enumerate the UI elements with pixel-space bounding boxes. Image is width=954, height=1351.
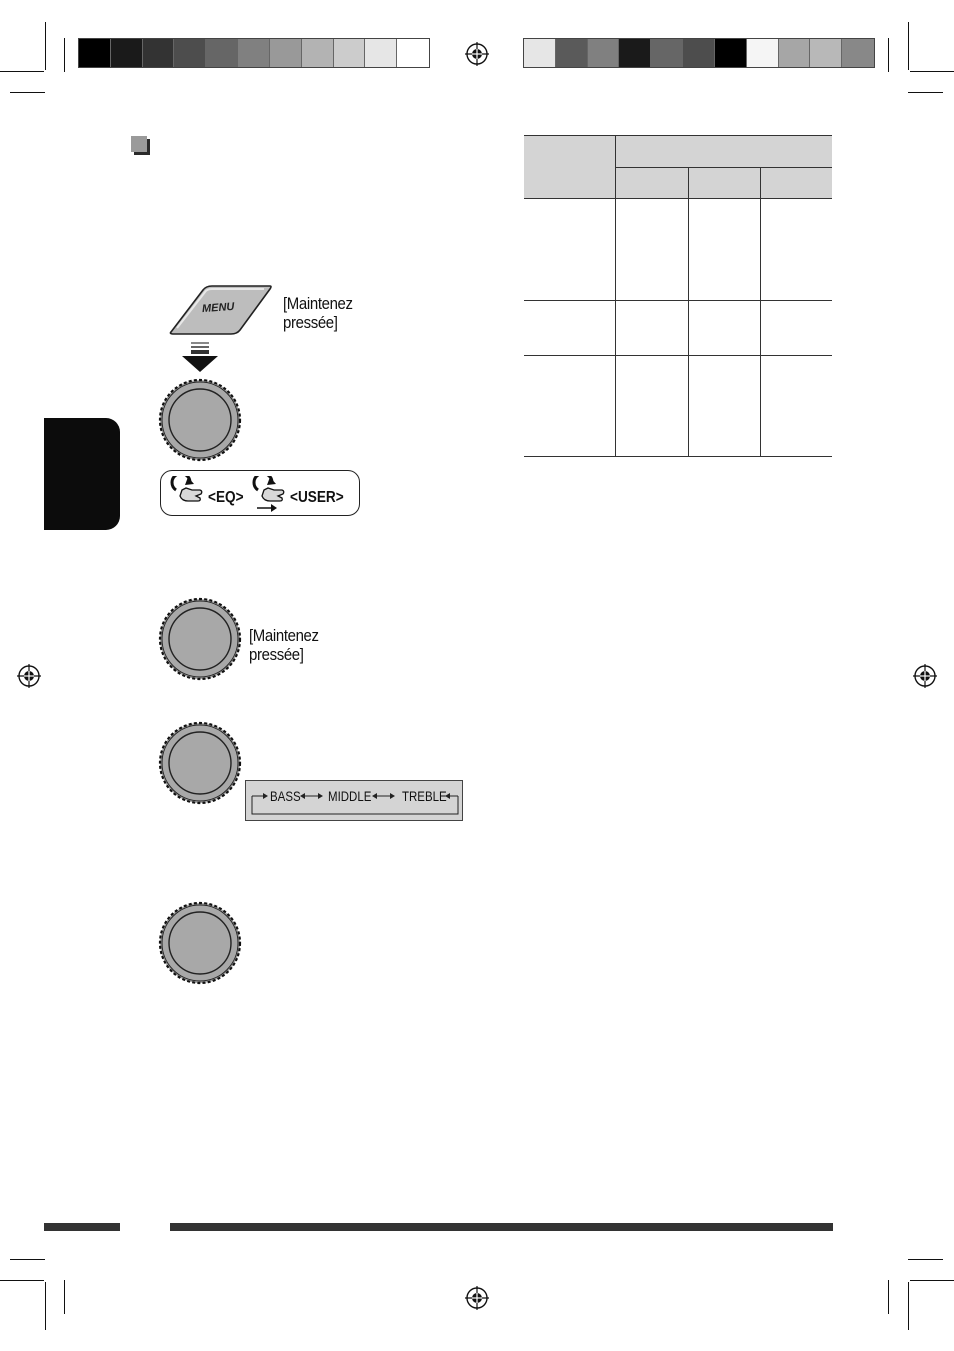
crop-mark	[888, 38, 889, 72]
section-bullet	[131, 136, 147, 152]
table-header-cell	[615, 168, 688, 199]
crop-mark	[10, 92, 45, 93]
table-cell	[524, 199, 615, 301]
table-cell	[760, 301, 832, 356]
down-arrow-icon	[180, 340, 220, 374]
color-swatch	[842, 39, 874, 67]
crop-mark	[10, 1259, 45, 1260]
crop-mark	[908, 22, 909, 70]
crosshair-registration-icon	[17, 664, 41, 688]
footer-rule-left	[44, 1223, 120, 1231]
color-calibration-bar-left	[78, 38, 430, 68]
tone-selection-box	[245, 780, 463, 821]
color-swatch	[270, 39, 302, 67]
color-swatch	[651, 39, 683, 67]
menu-hold-instruction-line1: [Maintenez	[283, 294, 353, 313]
color-swatch	[79, 39, 111, 67]
color-swatch	[524, 39, 556, 67]
table-header-cell	[524, 136, 615, 199]
crosshair-registration-icon	[465, 1286, 489, 1310]
control-dial-icon	[158, 378, 242, 462]
color-swatch	[174, 39, 206, 67]
color-swatch	[302, 39, 334, 67]
right-arrow-icon	[256, 503, 278, 513]
color-swatch	[779, 39, 811, 67]
table-cell	[615, 356, 688, 457]
eq-label: <EQ>	[208, 489, 244, 506]
crop-mark	[910, 71, 954, 72]
table-header-cell	[688, 168, 760, 199]
table-cell	[524, 356, 615, 457]
color-swatch	[111, 39, 143, 67]
footer-rule-right	[170, 1223, 833, 1231]
crop-mark	[910, 1280, 954, 1281]
crop-mark	[908, 1282, 909, 1330]
tone-middle: MIDDLE	[328, 788, 372, 804]
table-cell	[688, 301, 760, 356]
tone-treble: TREBLE	[402, 788, 447, 804]
menu-hold-instruction-line2: pressée]	[283, 313, 338, 332]
table-header-cell	[760, 168, 832, 199]
knob-hold-instruction-line1: [Maintenez	[249, 626, 319, 645]
color-swatch	[206, 39, 238, 67]
hand-turn-icon	[170, 476, 206, 506]
crop-mark	[45, 1282, 46, 1330]
crop-mark	[64, 1280, 65, 1314]
table-cell	[688, 199, 760, 301]
crop-mark	[0, 71, 44, 72]
table-cell	[760, 199, 832, 301]
crop-mark	[908, 1259, 943, 1260]
knob-hold-instruction-line2: pressée]	[249, 645, 304, 664]
color-swatch	[143, 39, 175, 67]
color-swatch	[238, 39, 270, 67]
crop-mark	[908, 92, 943, 93]
tone-bass: BASS	[270, 788, 301, 804]
tone-settings-table	[524, 135, 832, 457]
color-swatch	[747, 39, 779, 67]
color-swatch	[810, 39, 842, 67]
menu-button-label: MENU	[201, 300, 235, 316]
color-swatch	[619, 39, 651, 67]
color-swatch	[397, 39, 429, 67]
hand-turn-icon	[252, 476, 288, 506]
language-side-tab	[44, 418, 120, 530]
color-swatch	[365, 39, 397, 67]
color-swatch	[683, 39, 715, 67]
table-cell	[688, 356, 760, 457]
control-dial-icon	[158, 721, 242, 805]
user-label: <USER>	[290, 489, 344, 506]
crosshair-registration-icon	[913, 664, 937, 688]
crop-mark	[0, 1280, 44, 1281]
control-dial-icon	[158, 597, 242, 681]
color-calibration-bar-right	[523, 38, 875, 68]
table-cell	[524, 301, 615, 356]
table-cell	[760, 356, 832, 457]
crop-mark	[888, 1280, 889, 1314]
color-swatch	[588, 39, 620, 67]
color-swatch	[715, 39, 747, 67]
crop-mark	[64, 38, 65, 72]
color-swatch	[334, 39, 366, 67]
control-dial-icon	[158, 901, 242, 985]
color-swatch	[556, 39, 588, 67]
crosshair-registration-icon	[465, 42, 489, 66]
crop-mark	[45, 22, 46, 70]
table-header-cell	[615, 136, 832, 168]
table-cell	[615, 199, 688, 301]
table-cell	[615, 301, 688, 356]
